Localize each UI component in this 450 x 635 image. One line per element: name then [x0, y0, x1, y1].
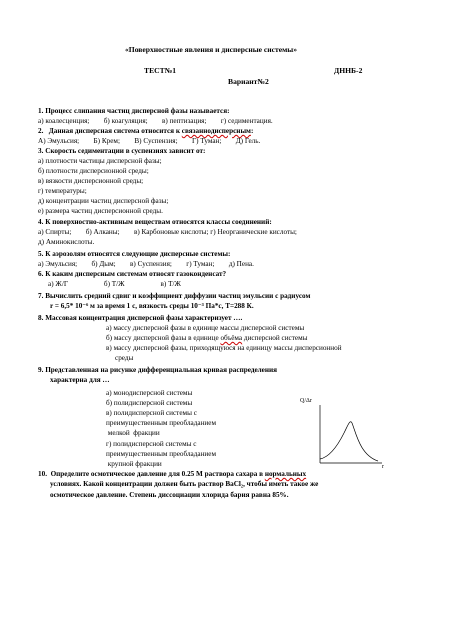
q9-option: преимущественным преобладанием: [106, 419, 217, 427]
q10-line1-text: 10. Определите осмотическое давление для 0.25 М раствора сахара в: [38, 470, 265, 478]
q9-option: крупной фракции: [106, 460, 162, 468]
q10-line2: условиях. Какой концентрации должен быть раствор BaCl₂, чтобы иметь такое же: [50, 480, 319, 488]
q6-options: а) Ж/Г б) Т/Ж в) Т/Ж: [48, 280, 181, 288]
q3-option: б) плотности дисперсионной среды;: [38, 167, 149, 175]
q8-option-b: [106, 334, 307, 344]
variant-label: Вариант№2: [228, 77, 269, 86]
q9-line2: характерна для …: [50, 376, 110, 384]
q1-options: а) коалесценция; б) коагуляция; в) пептизация; г) седиментация.: [38, 117, 273, 125]
q9-option: в) полидисперсной системы с: [106, 409, 197, 417]
q2-options: А) Эмульсия; Б) Крем; В) Суспензия; Г) Туман; Д) Гель.: [38, 137, 261, 145]
q2-title-colon: :: [250, 127, 254, 135]
page-title: «Поверхностные явления и дисперсные системы»: [125, 45, 298, 54]
q3-option: г) температуры;: [38, 187, 87, 195]
q9-line1: 9. Представленная на рисунке дифференциальная кривая распределения: [38, 366, 278, 374]
q5-title: 5. К аэрозолям относятся следующие дисперсные системы:: [38, 250, 231, 258]
q8-title: 8. Массовая концентрация дисперсной фазы характеризует ….: [38, 314, 243, 322]
q10-line1: [38, 470, 306, 480]
q9-option: а) монодисперсной системы: [106, 389, 193, 397]
q1-title: 1. Процесс слипания частиц дисперсной фазы называется:: [38, 107, 230, 115]
q2-title-text: 2. Данная дисперсная система относится к: [38, 127, 182, 135]
q4-options-line2: д) Аминокислоты.: [38, 238, 95, 246]
graph-y-label: Q/Δr: [300, 398, 312, 404]
q8-option-b-text-end: дисперсной системы: [242, 334, 308, 342]
distribution-curve: [320, 422, 378, 461]
q8-option-c: в) массу дисперсной фазы, приходящуюся на единицу массы дисперсионной: [106, 344, 342, 352]
q3-title: 3. Скорость седиментации в суспензиях зависит от:: [38, 147, 206, 155]
q10-line1-underlined: нормальных: [264, 470, 307, 478]
q9-option: г) полидисперсной системы с: [106, 440, 197, 448]
q4-options-line1: а) Спирты; б) Алканы; в) Карбоновые кислоты; г) Неорганические кислоты;: [38, 228, 297, 236]
q8-option-c-cont: среды: [115, 354, 134, 362]
test-label: ТЕСТ№1: [144, 66, 177, 75]
q8-option-b-text: б) массу дисперсной фазы в единице: [106, 334, 221, 342]
q5-options: а) Эмульсия; б) Дым; в) Суспензия; г) Туман; д) Пена.: [38, 260, 254, 268]
q8-option-b-underlined: объёма: [220, 334, 243, 342]
q2-title-underlined: связаннодисперсным: [181, 127, 251, 135]
q7-line1: 7. Вычислить средний сдвиг и коэффициент диффузии частиц эмульсии с радиусом: [38, 292, 311, 300]
q9-option: б) полидисперсной системы: [106, 399, 193, 407]
q8-option-a: а) массу дисперсной фазы в единице массы дисперсной системы: [106, 324, 305, 332]
q10-line3: осмотическое давление. Степень диссоциации хлорида бария равна 85%.: [50, 491, 289, 499]
q2-title: [38, 127, 253, 137]
q3-option: а) плотности частицы дисперсной фазы;: [38, 157, 162, 165]
distribution-curve-graph: [298, 393, 390, 469]
q4-title: 4. К поверхностно-активным веществам относятся классы соединений:: [38, 218, 272, 226]
group-code: ДННБ-2: [334, 66, 363, 75]
q3-option: е) размера частиц дисперсионной среды.: [38, 207, 163, 215]
graph-x-label: r: [382, 464, 384, 469]
q9-option: мелкой фракции: [106, 429, 160, 437]
q3-option: д) концентрации частиц дисперсной фазы;: [38, 197, 169, 205]
q6-title: 6. К каким дисперсным системам относят газоконденсат?: [38, 270, 227, 278]
q3-option: в) вязкости дисперсионной среды;: [38, 177, 144, 185]
q7-line2: r = 6,5* 10⁻⁶ м за время 1 с, вязкость среды 10⁻³ Па*с, Т=288 К.: [50, 302, 254, 310]
q9-option: преимущественным преобладанием: [106, 450, 217, 458]
